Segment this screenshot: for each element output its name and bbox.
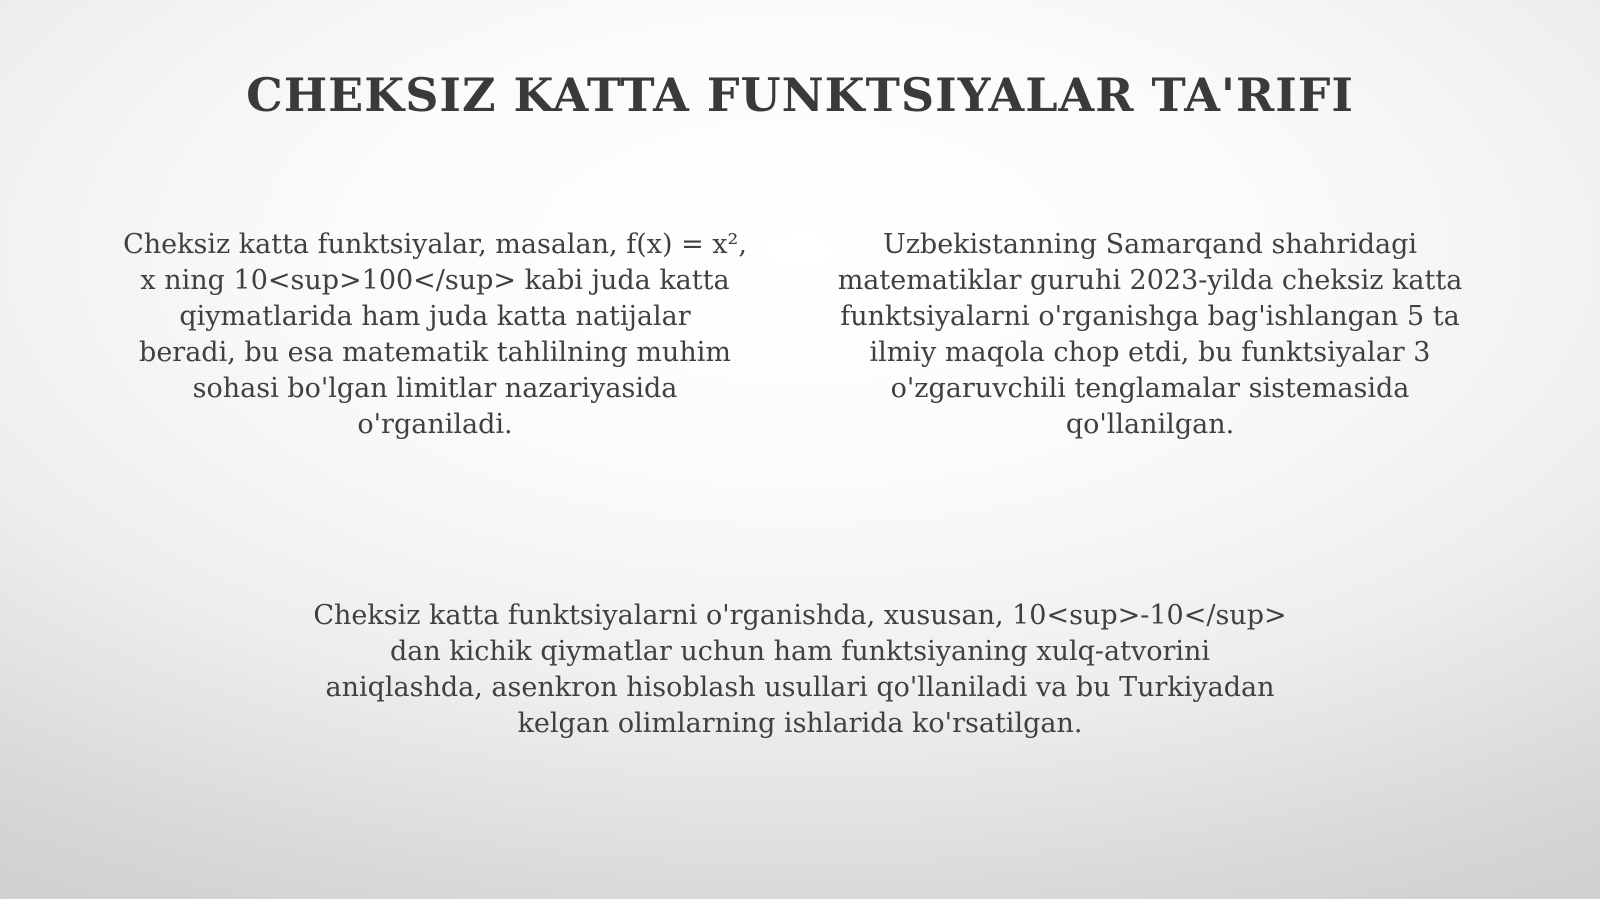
left-text-block: Cheksiz katta funktsiyalar, masalan, f(x) = x², x ning 10<sup>100</sup> kabi juda katta qiymatlarida ham juda katta natijalar beradi, bu esa matematik tahlilning muhim sohasi bo'lgan limitlar nazariyasida o'rganiladi.: [123, 229, 747, 440]
right-text-block: Uzbekistanning Samarqand shahridagi matematiklar guruhi 2023-yilda cheksiz katta funktsiyalarni o'rganishga bag'ishlangan 5 ta ilmiy maqola chop etdi, bu funktsiyalar 3 o'zgaruvchili tenglamalar sistemasida qo'llanilgan.: [837, 229, 1463, 440]
bottom-text-block: Cheksiz katta funktsiyalarni o'rganishda, xususan, 10<sup>-10</sup> dan kichik qiymatlar uchun ham funktsiyaning xulq-atvorini aniqlashda, asenkron hisoblash usullari qo'llaniladi va bu Turkiyadan kelgan olimlarning ishlarida ko'rsatilgan.: [313, 600, 1287, 739]
slide-title: CHEKSIZ KATTA FUNKTSIYALAR TA'RIFI: [246, 68, 1354, 122]
